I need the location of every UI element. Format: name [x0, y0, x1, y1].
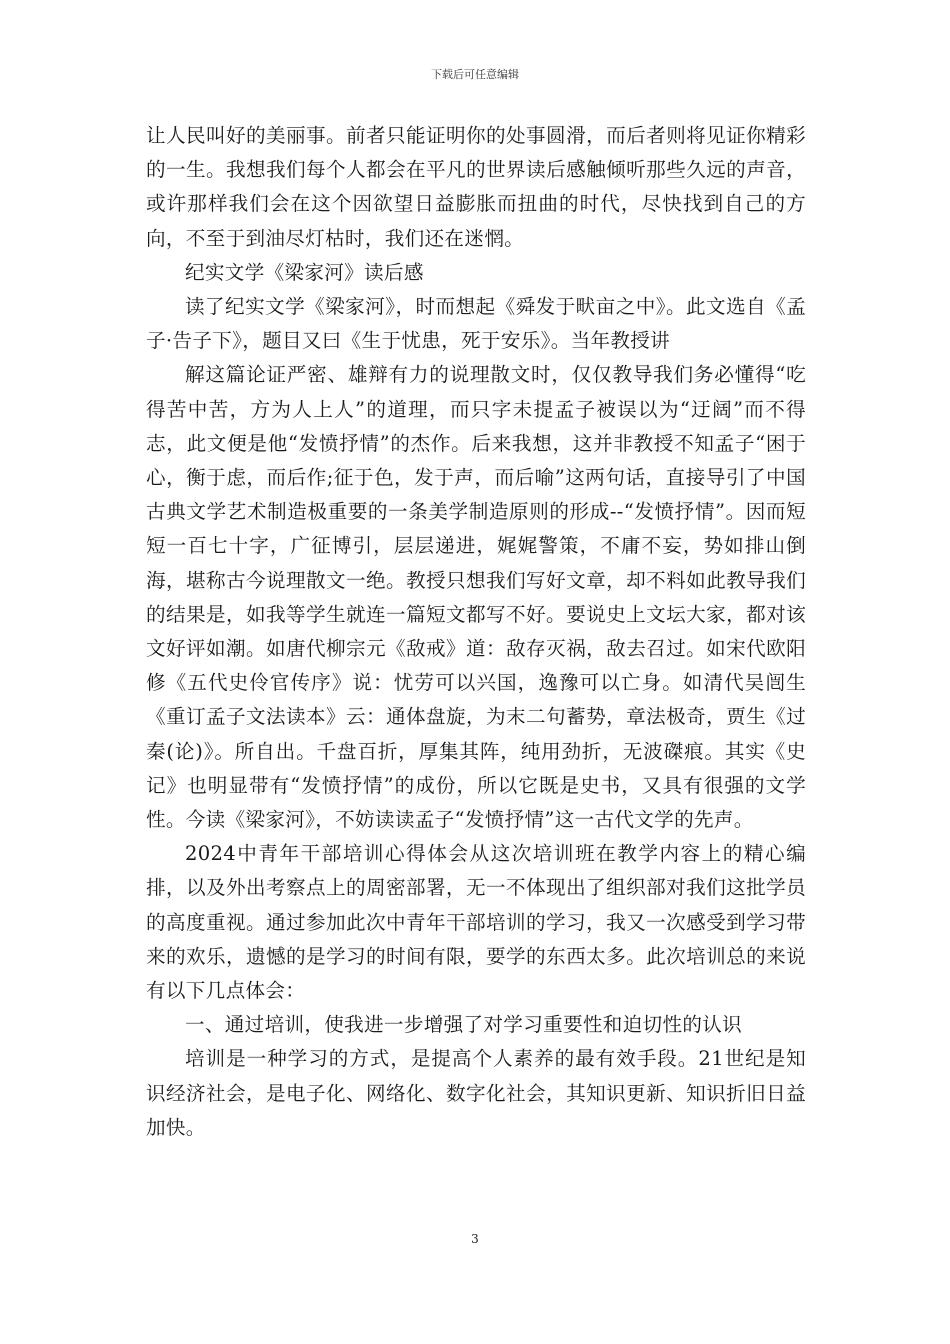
paragraph-continuation: 让人民叫好的美丽事。前者只能证明你的处事圆滑，而后者则将见证你精彩的一生。我想我们每个人都会在平凡的世界读后感触倾听那些久远的声音，或许那样我们会在这个因欲望日益膨胀而扭曲的时代，尽快找到自己的方向，不至于到油尽灯枯时，我们还在迷惘。	[146, 124, 806, 250]
paragraph: 读了纪实文学《梁家河》，时而想起《舜发于畎亩之中》。此文选自《孟子·告子下》，题目又曰《生于忧患，死于安乐》。当年教授讲	[146, 295, 806, 353]
paragraph: 培训是一种学习的方式，是提高个人素养的最有效手段。21世纪是知识经济社会，是电子化、网络化、数字化社会，其知识更新、知识折旧日益加快。	[146, 1047, 806, 1139]
section-title: 纪实文学《梁家河》读后感	[185, 260, 424, 284]
section-heading: 一、通过培训，使我进一步增强了对学习重要性和迫切性的认识	[185, 1013, 743, 1037]
paragraph: 解这篇论证严密、雄辩有力的说理散文时，仅仅教导我们务必懂得“吃得苦中苦，方为人上人”的道理，而只字未提孟子被误以为“迂阔”而不得志，此文便是他“发愤抒情”的杰作。后来我想，这并非教授不知孟子“困于心，衡于虑，而后作;征于色，发于声，而后喻”这两句话，直接导引了中国古典文学艺术制造极重要的一条美学制造原则的形成--“发愤抒情”。因而短短一百七十字，广征博引，层层递进，娓娓警策，不庸不妄，势如排山倒海，堪称古今说理散文一绝。教授只想我们写好文章，却不料如此教导我们的结果是，如我等学生就连一篇短文都写不好。要说史上文坛大家，都对该文好评如潮。如唐代柳宗元《敌戒》道：敌存灭祸，敌去召过。如宋代欧阳修《五代史伶官传序》说：忧劳可以兴国，逸豫可以亡身。如清代吴闿生《重订孟子文法读本》云：通体盘旋，为末二句蓄势，章法极奇，贾生《过秦(论)》。所自出。千盘百折，厚集其阵，纯用劲折，无波磔痕。其实《史记》也明显带有“发愤抒情”的成份，所以它既是史书，又具有很强的文学性。今读《梁家河》，不妨读读孟子“发愤抒情”这一古代文学的先声。	[146, 363, 806, 832]
page-header: 下载后可任意编辑	[431, 68, 519, 81]
document-body	[146, 119, 806, 1145]
paragraph: 2024中青年干部培训心得体会从这次培训班在教学内容上的精心编排，以及外出考察点上的周密部署，无一不体现出了组织部对我们这批学员的高度重视。通过参加此次中青年干部培训的学习，我又一次感受到学习带来的欢乐，遗憾的是学习的时间有限，要学的东西太多。此次培训总的来说有以下几点体会：	[146, 842, 806, 1003]
page-number: 3	[471, 1232, 479, 1246]
